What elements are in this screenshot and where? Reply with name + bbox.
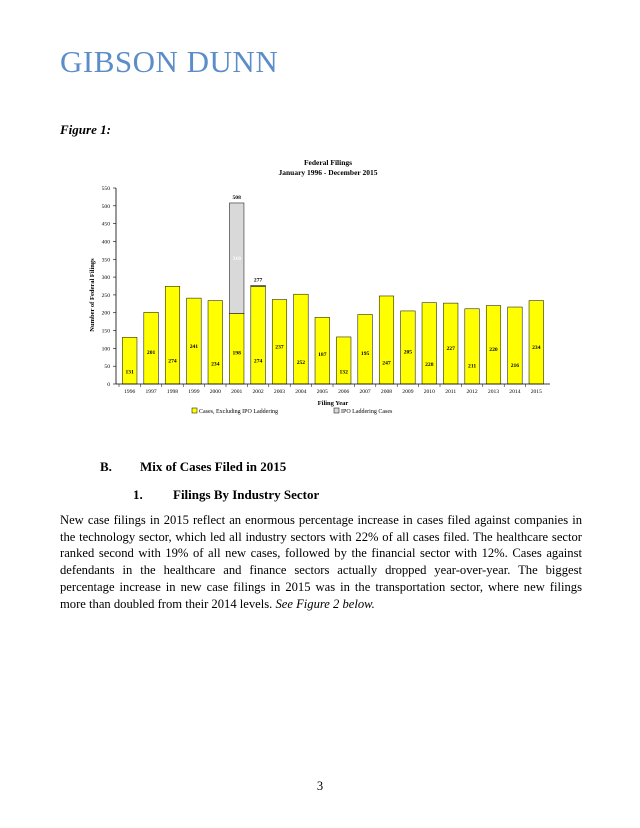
data-label-2012: 211 — [468, 363, 477, 370]
x-tick-label-2000: 2000 — [209, 389, 221, 395]
data-label-1999: 241 — [189, 343, 199, 350]
legend-swatch-ipo — [334, 408, 339, 413]
legend-label-cases: Cases, Excluding IPO Laddering — [199, 409, 278, 415]
x-tick-label-2001: 2001 — [231, 389, 243, 395]
data-label-1996: 131 — [125, 369, 134, 376]
legend-label-ipo: IPO Laddering Cases — [341, 409, 393, 415]
y-tick-label: 350 — [101, 257, 110, 264]
x-tick-label-2006: 2006 — [338, 389, 350, 395]
section-1-number: 1. — [133, 487, 143, 502]
legend-swatch-cases — [192, 408, 197, 413]
x-tick-label-2008: 2008 — [380, 389, 393, 395]
section-b-number: B. — [100, 459, 112, 474]
x-tick-label-1999: 1999 — [188, 389, 200, 395]
x-tick-label-2002: 2002 — [252, 389, 264, 395]
bar-cases-2002 — [251, 286, 266, 384]
x-tick-label-2015: 2015 — [530, 389, 542, 395]
bar-cases-2010 — [422, 303, 437, 384]
chart-legend — [192, 408, 393, 415]
bar-cases-2012 — [465, 309, 480, 384]
x-tick-label-2012: 2012 — [466, 389, 478, 395]
figure-2-reference: See Figure 2 below. — [275, 596, 375, 611]
x-tick-label-1997: 1997 — [145, 389, 157, 395]
data-label-2011: 227 — [446, 346, 455, 353]
data-label-2000: 234 — [211, 361, 220, 368]
data-label-2009: 205 — [403, 349, 413, 356]
section-b-title: Mix of Cases Filed in 2015 — [140, 459, 287, 474]
total-label-2002: 277 — [253, 277, 263, 284]
body-paragraph-text: New case filings in 2015 reflect an enormous percentage increase in cases filed against companies in the technology sector, which led all industry sectors with 22% of all cases filed. The healthcare sector ranked second with 19% of all new cases, followed by the financial sector with 12%. Cases against defendants in the healthcare and finance sectors actually dropped year-over-year. The biggest percentage increase in new case filings in 2015 was in the transportation sector, where new filings more than doubled from their 2014 levels. — [60, 513, 582, 611]
y-tick-label: 200 — [101, 310, 110, 317]
data-label-2004: 252 — [296, 360, 306, 367]
body-paragraph — [60, 512, 582, 612]
bar-cases-2013 — [486, 306, 501, 384]
federal-filings-chart — [80, 156, 560, 426]
bar-cases-1996 — [122, 337, 137, 384]
bar-cases-2008 — [379, 296, 394, 384]
y-tick-label: 550 — [101, 186, 110, 192]
y-tick-label: 300 — [101, 275, 110, 282]
section-b-heading — [100, 459, 286, 475]
x-tick-label-2005: 2005 — [316, 389, 328, 395]
y-tick-label: 450 — [101, 221, 110, 228]
data-label-2002: 274 — [253, 358, 263, 365]
bar-cases-2011 — [443, 303, 458, 384]
figure-label: Figure 1: — [60, 122, 111, 137]
data-label-2003: 237 — [275, 344, 284, 351]
bar-cases-2007 — [358, 315, 373, 384]
x-tick-label-1996: 1996 — [124, 389, 136, 395]
section-1-title: Filings By Industry Sector — [173, 487, 320, 502]
x-tick-label-2009: 2009 — [402, 389, 414, 395]
y-tick-label: 100 — [101, 346, 110, 353]
bar-cases-2000 — [208, 301, 223, 384]
x-tick-label-2013: 2013 — [487, 389, 500, 395]
data-label-ipo-2001: 310 — [232, 256, 241, 263]
bar-cases-2001 — [229, 313, 244, 384]
x-axis-title: Filing Year — [317, 400, 349, 407]
bar-cases-1998 — [165, 286, 180, 384]
x-tick-label-2007: 2007 — [359, 389, 371, 395]
bar-cases-1999 — [187, 298, 202, 384]
data-label-2014: 216 — [510, 363, 520, 370]
firm-logo: GIBSON DUNN — [60, 44, 279, 79]
bar-cases-2014 — [508, 307, 523, 384]
data-label-2015: 234 — [532, 344, 541, 351]
y-axis-title: Number of Federal Filings — [89, 258, 96, 332]
bar-ipo-2002 — [251, 285, 266, 286]
bar-cases-1997 — [144, 312, 159, 384]
y-tick-label: 150 — [101, 328, 110, 335]
data-label-2008: 247 — [382, 360, 391, 367]
x-tick-label-2010: 2010 — [423, 389, 435, 395]
x-tick-label-1998: 1998 — [166, 389, 179, 395]
total-label-2001: 508 — [232, 194, 241, 201]
data-label-1997: 201 — [146, 349, 156, 356]
section-1-heading — [133, 487, 319, 503]
data-label-2010: 228 — [425, 362, 434, 369]
data-label-2006: 132 — [339, 369, 348, 376]
page-number: 3 — [316, 779, 324, 793]
bar-cases-2009 — [401, 311, 416, 384]
x-tick-label-2011: 2011 — [445, 389, 457, 395]
data-label-2013: 220 — [489, 347, 498, 354]
bar-cases-2003 — [272, 300, 287, 384]
x-tick-label-2004: 2004 — [295, 389, 307, 395]
y-tick-label: 50 — [104, 364, 110, 371]
y-tick-label: 400 — [101, 239, 110, 246]
chart-subtitle: January 1996 - December 2015 — [278, 168, 378, 177]
bar-cases-2005 — [315, 317, 330, 384]
bar-cases-2006 — [336, 337, 351, 384]
data-label-1998: 274 — [168, 358, 177, 365]
data-label-2005: 187 — [318, 352, 327, 359]
bar-cases-2004 — [294, 294, 309, 384]
y-tick-label: 0 — [107, 382, 110, 388]
chart-title: Federal Filings — [303, 158, 353, 167]
bar-cases-2015 — [529, 301, 544, 384]
data-label-2001: 198 — [232, 350, 241, 357]
x-tick-label-2003: 2003 — [273, 389, 286, 395]
y-tick-label: 500 — [101, 203, 110, 210]
y-tick-label: 250 — [101, 292, 110, 299]
data-label-2007: 195 — [360, 350, 370, 357]
x-tick-label-2014: 2014 — [509, 389, 521, 395]
